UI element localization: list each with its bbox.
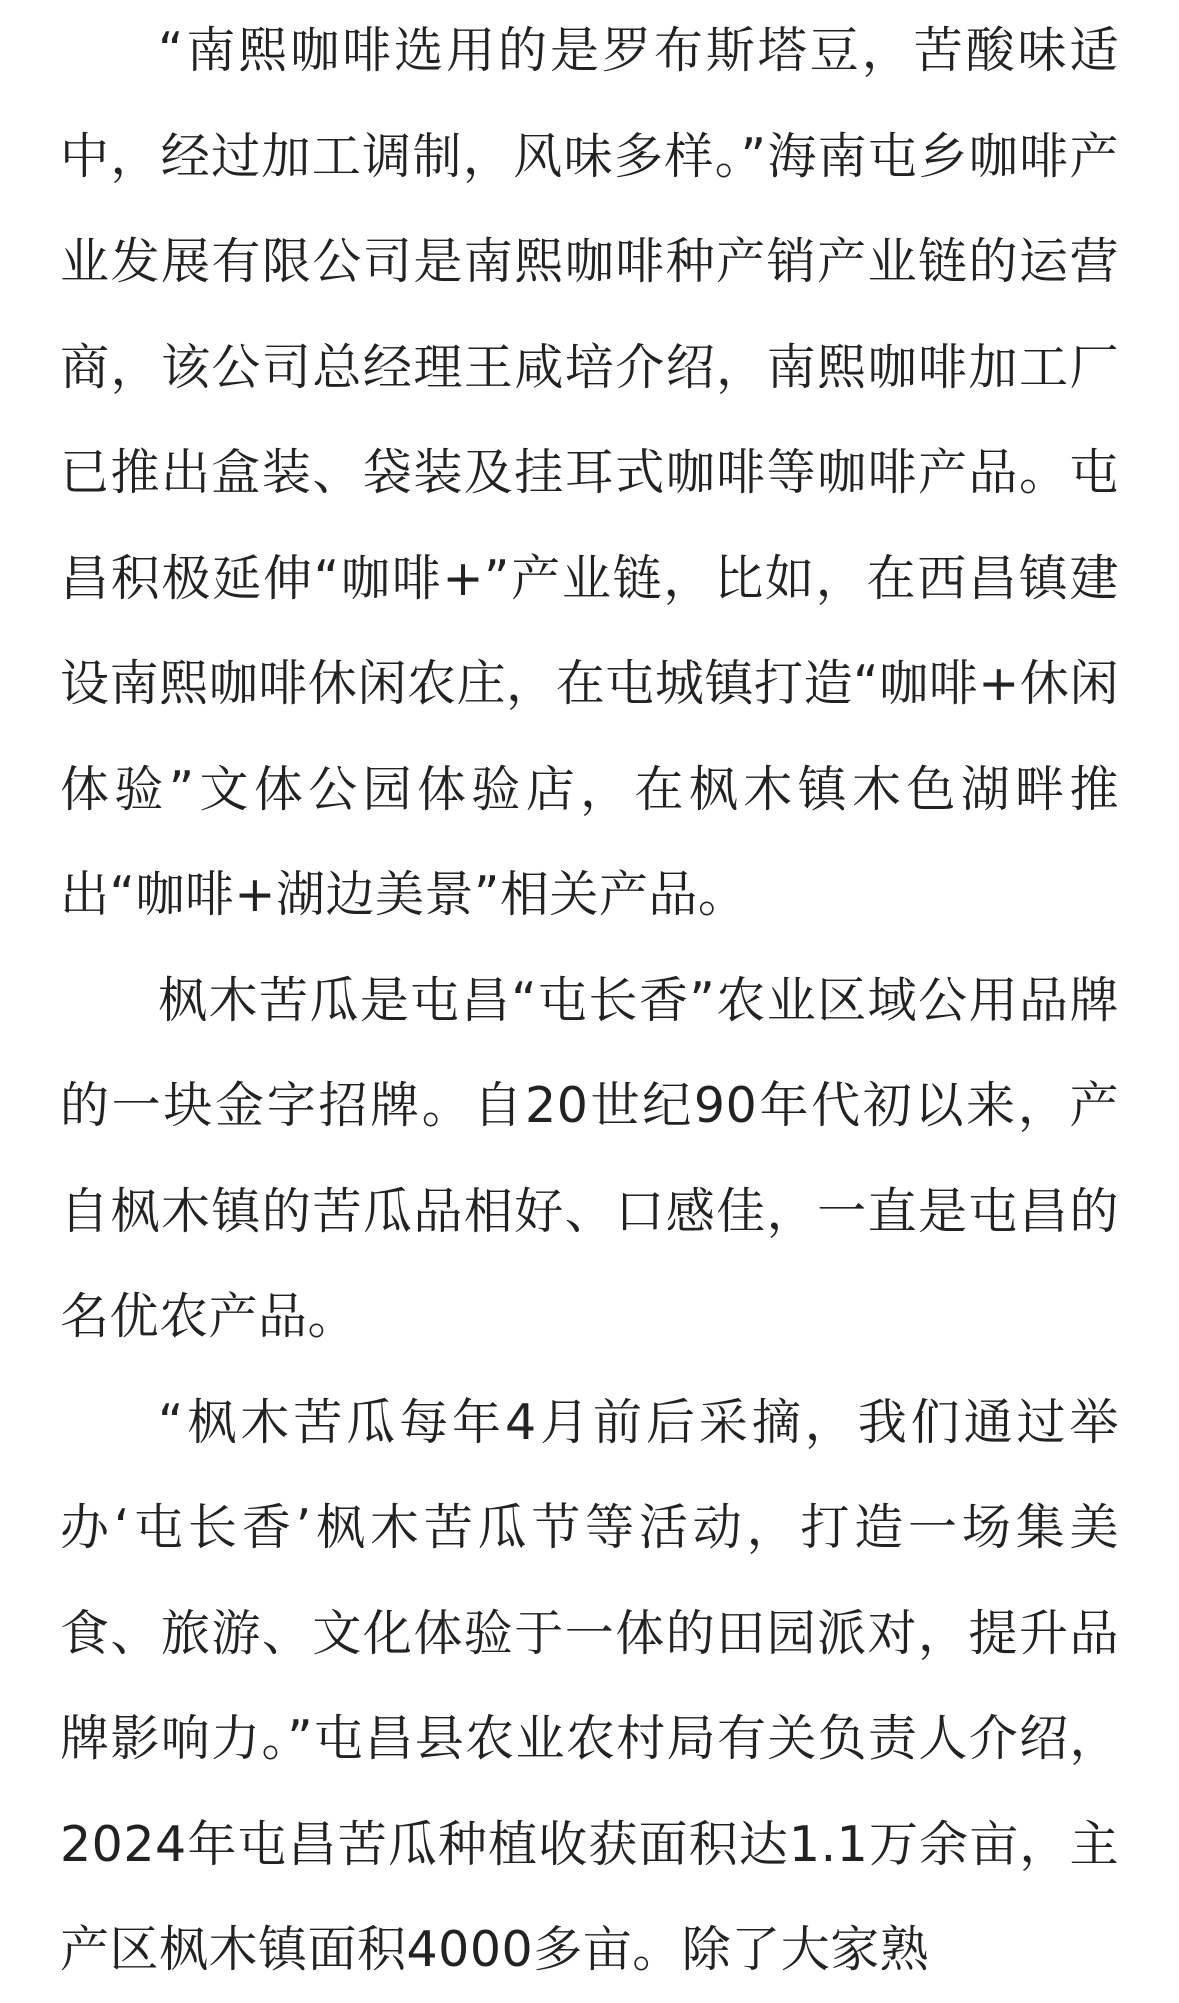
paragraph-bitter-melon-festival: “枫木苦瓜每年4月前后采摘，我们通过举办‘屯长香’枫木苦瓜节等活动，打造一场集美食、旅游、文化体验于一体的田园派对，提升品牌影响力。”屯昌县农业农村局有关负责人介绍，2024年屯昌苦瓜种植收获面积达1.1万余亩，主产区枫木镇面积4000多亩。除了大家熟: [60, 1393, 1119, 1978]
paragraph-coffee: “南熙咖啡选用的是罗布斯塔豆，苦酸味适中，经过加工调制，风味多样。”海南屯乡咖啡产业发展有限公司是南熙咖啡种产销产业链的运营商，该公司总经理王咸培介绍，南熙咖啡加工厂已推出盒装、袋装及挂耳式咖啡等咖啡产品。屯昌积极延伸“咖啡+”产业链，比如，在西昌镇建设南熙咖啡休闲农庄，在屯城镇打造“咖啡+休闲体验”文体公园体验店，在枫木镇木色湖畔推出“咖啡+湖边美景”相关产品。: [60, 22, 1119, 923]
paragraph-bitter-melon-brand: 枫木苦瓜是屯昌“屯长香”农业区域公用品牌的一块金字招牌。自20世纪90年代初以来，产自枫木镇的苦瓜品相好、口感佳，一直是屯昌的名优农产品。: [60, 971, 1119, 1345]
